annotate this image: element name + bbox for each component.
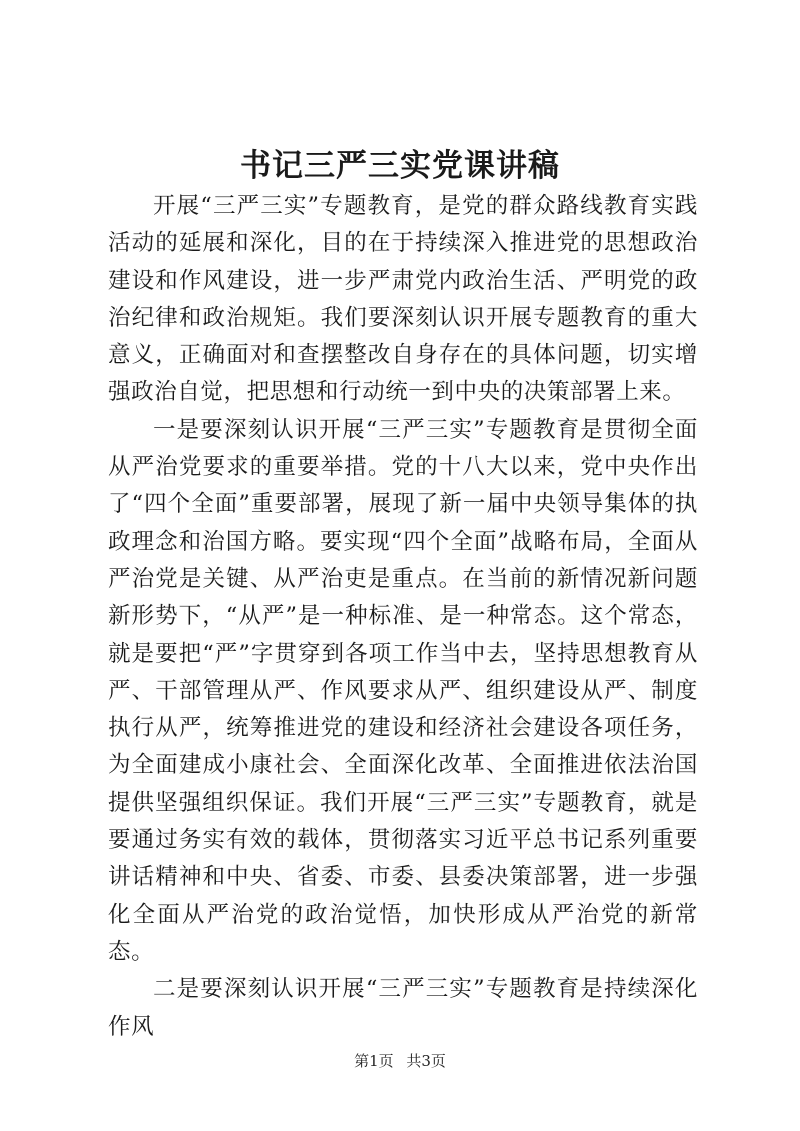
page-footer bbox=[0, 1050, 800, 1071]
document-body bbox=[108, 188, 698, 1046]
page-number: 第1页 bbox=[354, 1052, 394, 1070]
paragraph-point-one: 一是要深刻认识开展“三严三实”专题教育是贯彻全面从严治党要求的重要举措。党的十八大以来，党中央作出了“四个全面”重要部署，展现了新一届中央领导集体的执政理念和治国方略。要实现“四个全面”战略布局，全面从严治党是关键、从严治吏是重点。在当前的新情况新问题新形势下，“从严”是一种标准、是一种常态。这个常态，就是要把“严”字贯穿到各项工作当中去，坚持思想教育从严、干部管理从严、作风要求从严、组织建设从严、制度执行从严，统筹推进党的建设和经济社会建设各项任务，为全面建成小康社会、全面深化改革、全面推进依法治国提供坚强组织保证。我们开展“三严三实”专题教育，就是要通过务实有效的载体，贯彻落实习近平总书记系列重要讲话精神和中央、省委、市委、县委决策部署，进一步强化全面从严治党的政治觉悟，加快形成从严治党的新常态。 bbox=[108, 416, 698, 965]
paragraph-intro: 开展“三严三实”专题教育，是党的群众路线教育实践活动的延展和深化，目的在于持续深入推进党的思想政治建设和作风建设，进一步严肃党内政治生活、严明党的政治纪律和政治规矩。我们要深刻认识开展专题教育的重大意义，正确面对和查摆整改自身存在的具体问题，切实增强政治自觉，把思想和行动统一到中央的决策部署上来。 bbox=[108, 193, 698, 406]
document-title: 书记三严三实党课讲稿 bbox=[240, 148, 560, 184]
page-total: 共3页 bbox=[406, 1052, 446, 1070]
paragraph-point-two: 二是要深刻认识开展“三严三实”专题教育是持续深化作风 bbox=[108, 976, 698, 1040]
